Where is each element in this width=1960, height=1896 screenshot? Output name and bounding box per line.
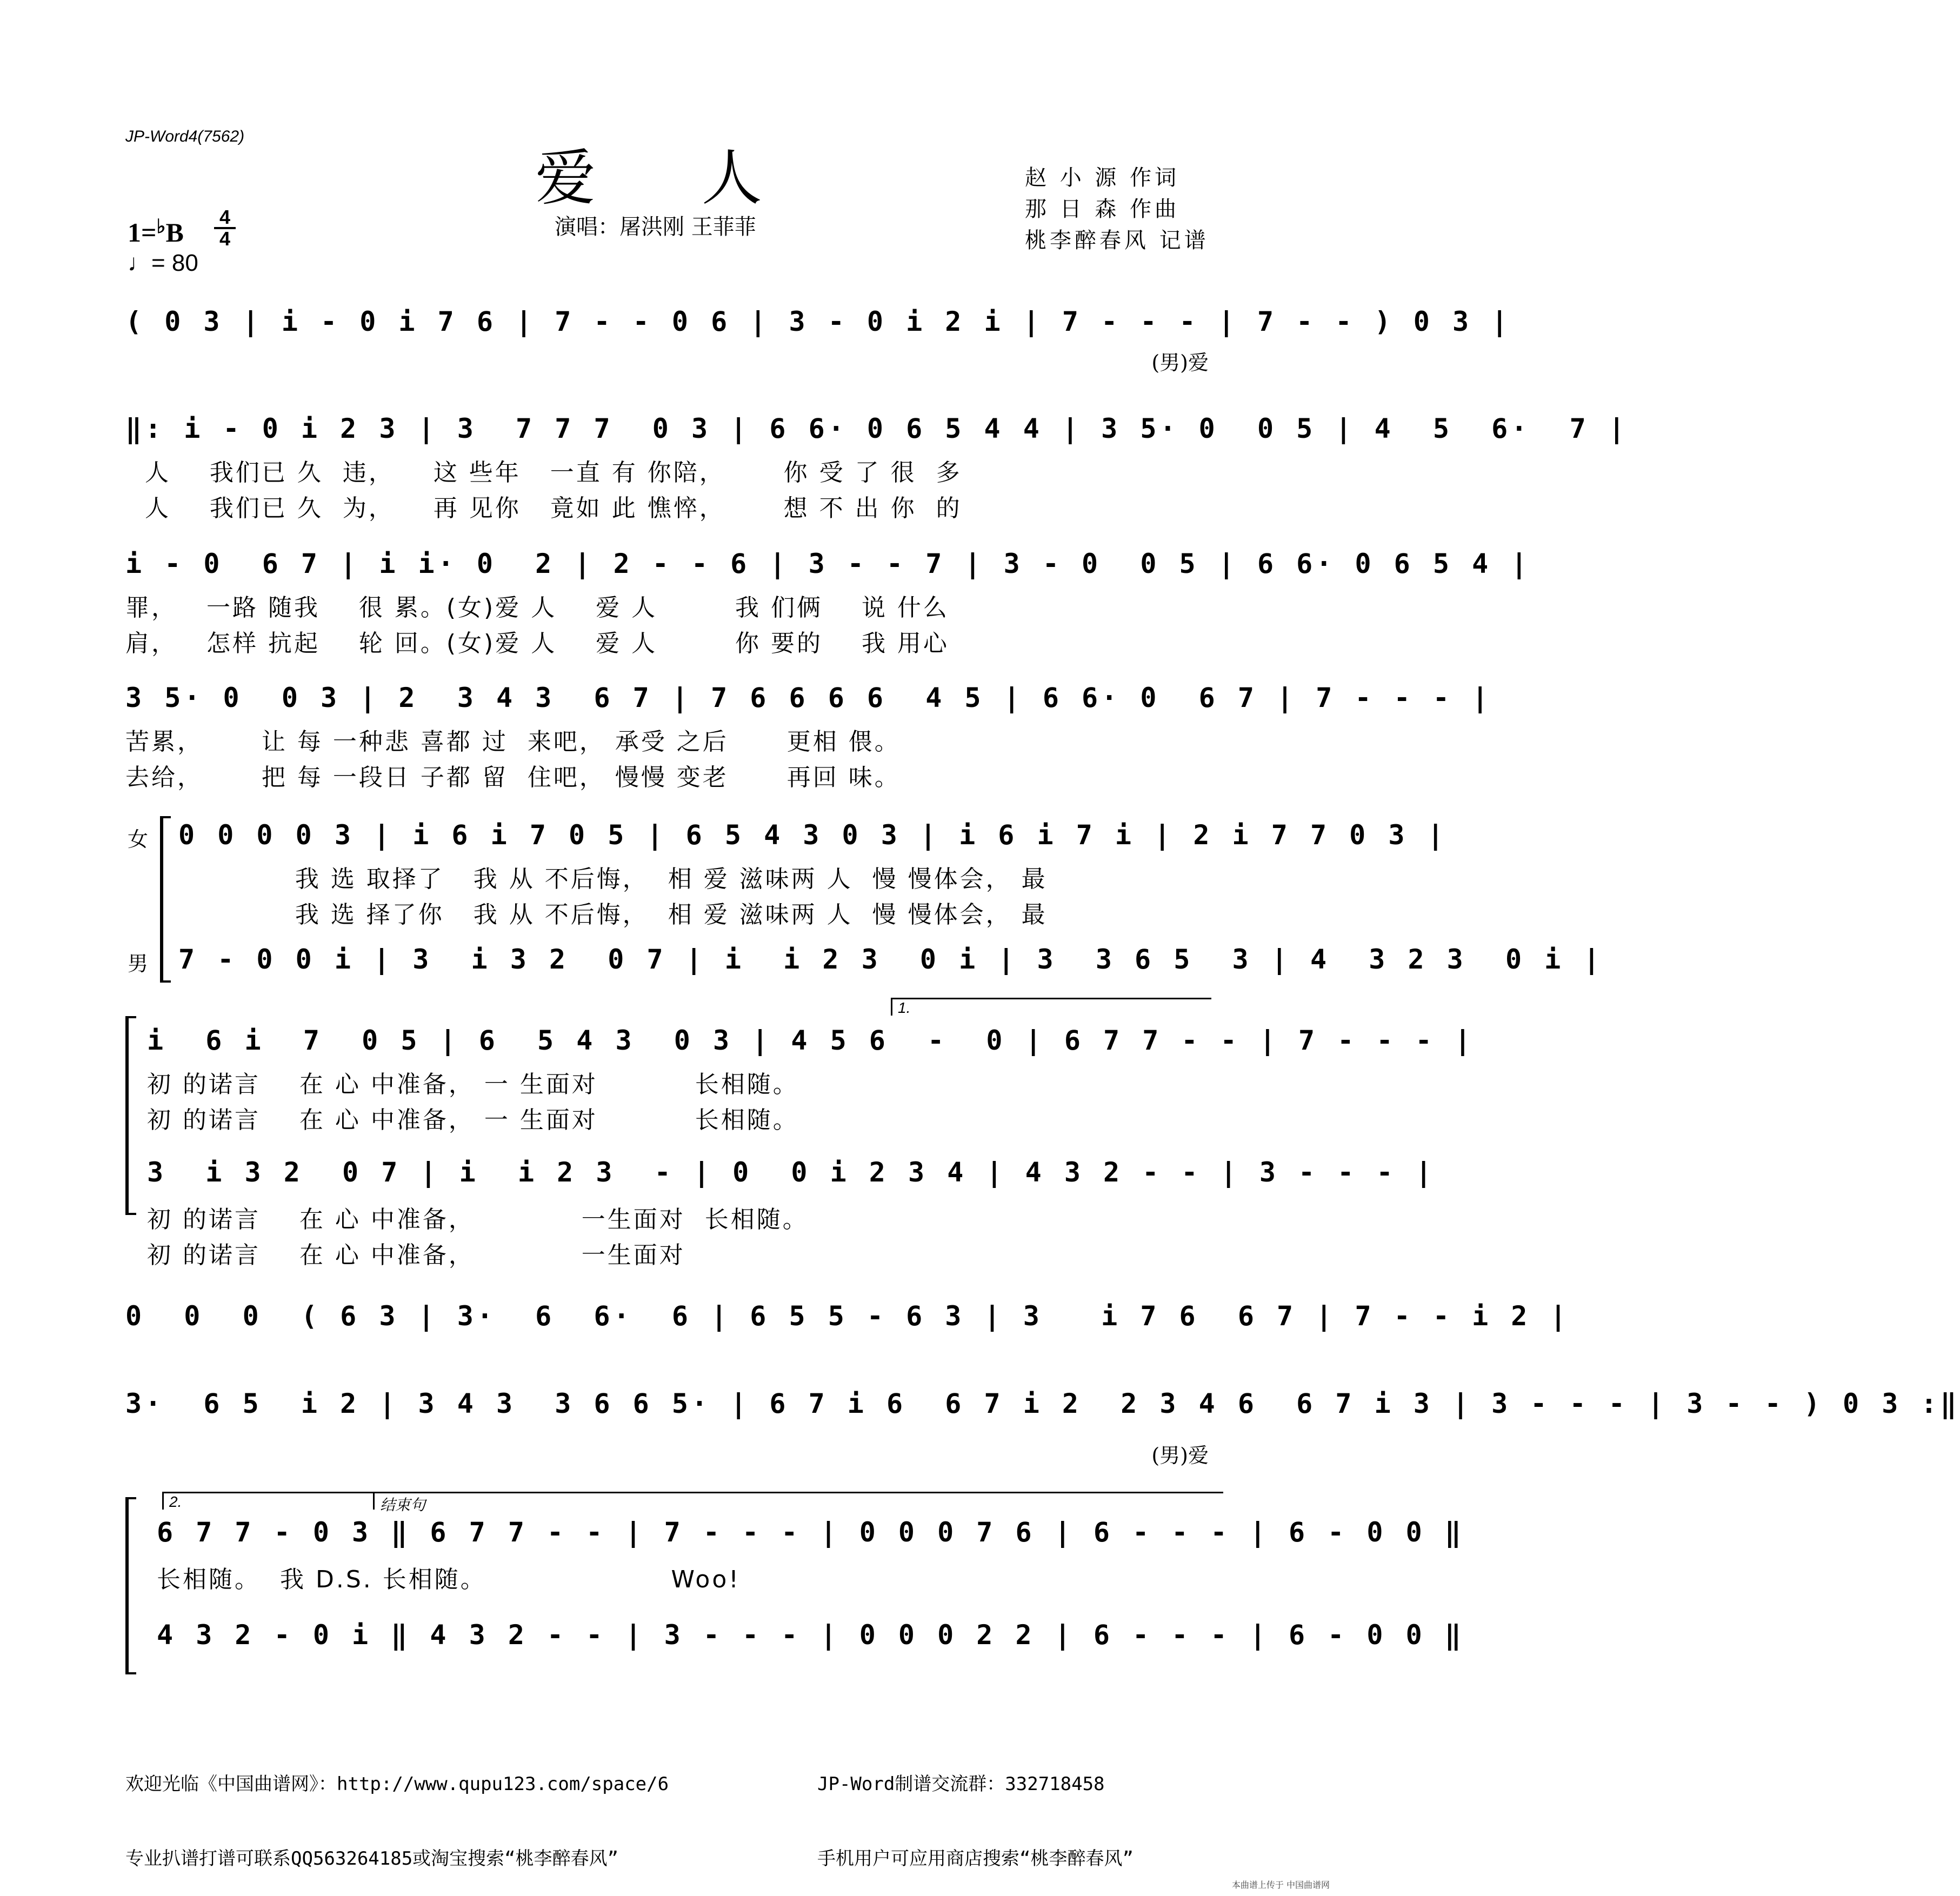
duet-bracket xyxy=(125,1497,136,1674)
notes-line: 3 5· 0 0 3 | 2 3 4 3 6 7 | 7 6 6 6 6 4 5 | 6 6· 0 6 7 | 7 - - - | xyxy=(125,682,1492,713)
footer-right xyxy=(817,1722,1134,1896)
voice-label-male: 男 xyxy=(128,952,149,976)
lyric-verse-2: 人 我们已 久 为， 再 见你 竟如 此 憔悴， 想 不 出 你 的 xyxy=(125,495,962,522)
lyric-ending: 长相随。 我 D.S. 长相随。 Woo! xyxy=(157,1566,741,1593)
notes-line: ( 0 3 | i - 0 i 7 6 | 7 - - 0 6 | 3 - 0 i 2 i | 7 - - - | 7 - - ) 0 3 | xyxy=(125,306,1511,337)
lyric-male-2: 初 的诺言 在 心 中准备， 一生面对 xyxy=(147,1241,685,1269)
time-top: 4 xyxy=(219,206,231,228)
duet-bracket xyxy=(125,1016,136,1215)
lyricist-credit: 赵 小 源 作词 xyxy=(1025,165,1180,190)
lyric-verse-2: 肩， 怎样 抗起 轮 回。(女)爱 人 爱 人 你 要的 我 用心 xyxy=(125,630,949,657)
notes-line: ‖: i - 0 i 2 3 | 3 7 7 7 0 3 | 6 6· 0 6 5 4 4 | 3 5· 0 0 5 | 4 5 6· 7 | xyxy=(125,413,1628,444)
notes-line: i - 0 6 7 | i i· 0 2 | 2 - - 6 | 3 - - 7 | 3 - 0 0 5 | 6 6· 0 6 5 4 | xyxy=(125,548,1531,579)
lyric-male-1: 初 的诺言 在 心 中准备， 一生面对 长相随。 xyxy=(147,1206,809,1233)
notes-line-male: 3 i 3 2 0 7 | i i 2 3 - | 0 0 i 2 3 4 | 4 3 2 - - | 3 - - - | xyxy=(147,1157,1435,1188)
lyric-verse-1: 苦累， 让 每 一种悲 喜都 过 来吧， 承受 之后 更相 偎。 xyxy=(125,728,901,756)
voice-cue: (男)爱 xyxy=(1151,1444,1209,1467)
voice-cue: (男)爱 xyxy=(1151,351,1209,375)
credits-block xyxy=(1025,162,1209,256)
notes-line-female: 0 0 0 0 3 | i 6 i 7 0 5 | 6 5 4 3 0 3 | i 6 i 7 i | 2 i 7 7 0 3 | xyxy=(178,819,1447,851)
lyric-verse-1: 罪， 一路 随我 很 累。(女)爱 人 爱 人 我 们俩 说 什么 xyxy=(125,594,949,622)
footer-website: 欢迎光临《中国曲谱网》：http://www.qupu123.com/space/6 xyxy=(125,1773,669,1795)
voice-label-female: 女 xyxy=(128,827,149,851)
time-signature xyxy=(214,208,236,249)
footer-left xyxy=(125,1722,669,1896)
footer-group: JP-Word制谱交流群：332718458 xyxy=(817,1773,1105,1795)
key-note: B xyxy=(165,217,184,248)
transcriber-credit: 桃李醉春风 记谱 xyxy=(1025,228,1209,253)
song-title: 爱 人 xyxy=(535,143,805,213)
notes-line-male: 7 - 0 0 i | 3 i 3 2 0 7 | i i 2 3 0 i | 3 3 6 5 3 | 4 3 2 3 0 i | xyxy=(178,944,1603,975)
notes-line-female: 6 7 7 - 0 3 ‖ 6 7 7 - - | 7 - - - | 0 0 0 7 6 | 6 - - - | 6 - 0 0 ‖ xyxy=(157,1517,1464,1548)
singer-credit: 演唱：屠洪刚 王菲菲 xyxy=(555,215,756,239)
volta-second-ending: 2. xyxy=(162,1492,375,1510)
lyric-verse-1: 我 选 取择了 我 从 不后悔， 相 爱 滋味两 人 慢 慢体会， 最 xyxy=(178,865,1048,893)
lyric-verse-2: 去给， 把 每 一段日 子都 留 住吧， 慢慢 变老 再回 味。 xyxy=(125,764,901,791)
flat-icon: ♭ xyxy=(156,216,166,237)
composer-credit: 那 日 森 作曲 xyxy=(1025,197,1180,222)
notes-line: 0 0 0 ( 6 3 | 3· 6 6· 6 | 6 5 5 - 6 3 | 3 i 7 6 6 7 | 7 - - i 2 | xyxy=(125,1300,1570,1332)
notes-line: 3· 6 5 i 2 | 3 4 3 3 6 6 5· | 6 7 i 6 6 7 i 2 2 3 4 6 6 7 i 3 | 3 - - - | 3 - - ) 0 3 :‖ xyxy=(125,1388,1960,1419)
duet-bracket xyxy=(160,816,171,983)
source-label: JP-Word4(7562) xyxy=(125,128,245,145)
lyric-verse-2: 我 选 择了你 我 从 不后悔， 相 爱 滋味两 人 慢 慢体会， 最 xyxy=(178,901,1048,929)
lyric-female-1: 初 的诺言 在 心 中准备， 一 生面对 长相随。 xyxy=(147,1071,799,1098)
volta-first-ending: 1. xyxy=(891,998,1211,1016)
notes-line-male: 4 3 2 - 0 i ‖ 4 3 2 - - | 3 - - - | 0 0 0 2 2 | 6 - - - | 6 - 0 0 ‖ xyxy=(157,1619,1464,1651)
notes-line-female: i 6 i 7 0 5 | 6 5 4 3 0 3 | 4 5 6 - 0 | 6 7 7 - - | 7 - - - | xyxy=(147,1025,1474,1056)
footer-app: 手机用户可应用商店搜索“桃李醉春风” xyxy=(817,1848,1134,1870)
lyric-verse-1: 人 我们已 久 违， 这 些年 一直 有 你陪， 你 受 了 很 多 xyxy=(125,459,962,486)
tempo-marking: ♩= 80 xyxy=(128,250,198,276)
key-prefix: 1= xyxy=(128,217,157,248)
upload-stamp: 本曲谱上传于 中国曲谱网 xyxy=(1231,1880,1330,1890)
key-signature xyxy=(128,215,184,248)
lyric-female-2: 初 的诺言 在 心 中准备， 一 生面对 长相随。 xyxy=(147,1106,799,1134)
time-bottom: 4 xyxy=(214,227,236,249)
footer-contact: 专业扒谱打谱可联系QQ563264185或淘宝搜索“桃李醉春风” xyxy=(125,1848,619,1870)
coda-label: 结束句 xyxy=(373,1492,1223,1510)
